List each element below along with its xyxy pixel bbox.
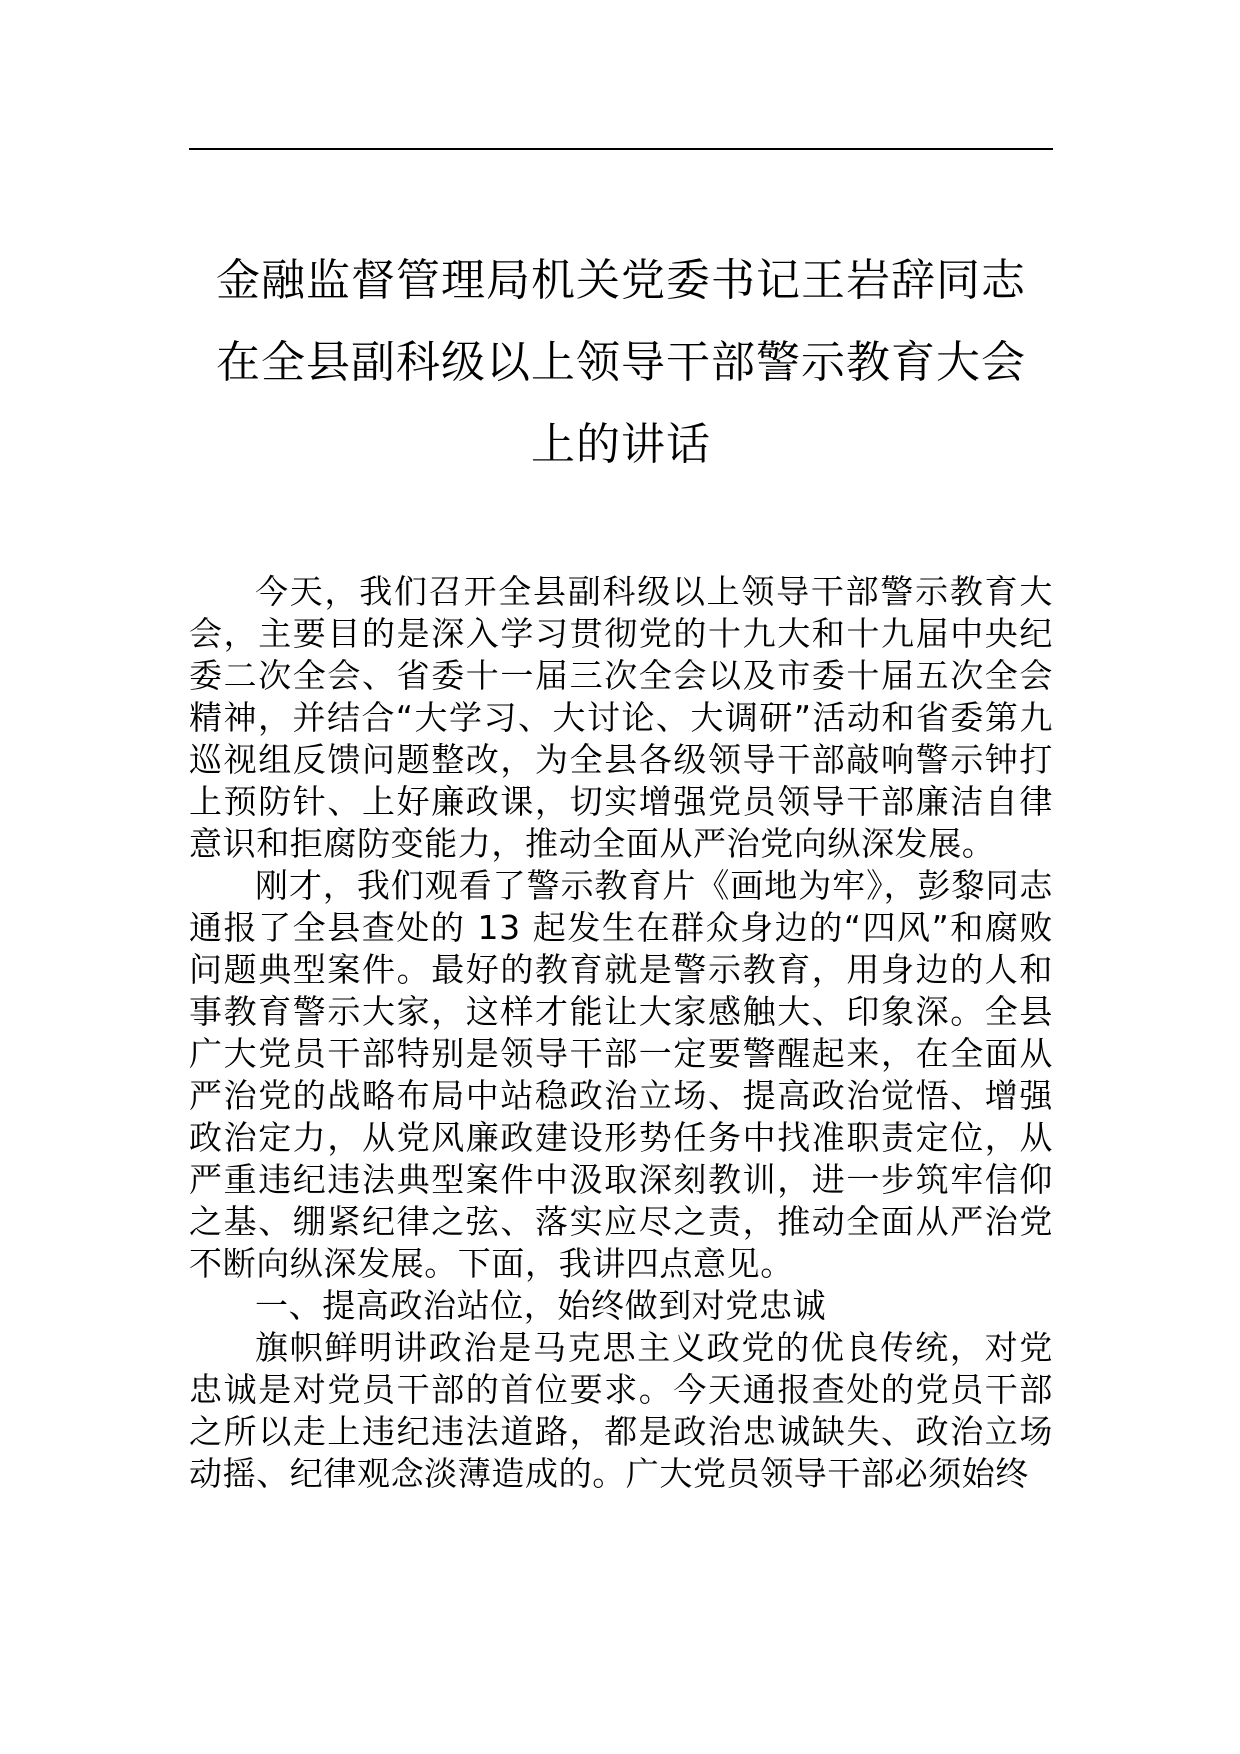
document-title [189,240,1053,486]
section-heading-1: 一、提高政治站位，始终做到对党忠诚 [255,1286,827,1325]
paragraph-section-1: 旗帜鲜明讲政治是马克思主义政党的优良传统，对党忠诚是对党员干部的首位要求。今天通报查处的党员干部之所以走上违纪违法道路，都是政治忠诚缺失、政治立场动摇、纪律观念淡薄造成的。广大党员领导干部必须始终 [189,1328,1053,1493]
title-line-3: 上的讲话 [531,419,711,470]
header-rule [189,148,1053,150]
paragraph-warning-film: 刚才，我们观看了警示教育片《画地为牢》，彭黎同志通报了全县查处的 13 起发生在群众身边的“四风”和腐败问题典型案件。最好的教育就是警示教育，用身边的人和事教育警示大家，这样才能让大家感触大、印象深。全县广大党员干部特别是领导干部一定要警醒起来，在全面从严治党的战略布局中站稳政治立场、提高政治觉悟、增强政治定力，从党风廉政建设形势任务中找准职责定位，从严重违纪违法典型案件中汲取深刻教训，进一步筑牢信仰之基、绷紧纪律之弦、落实应尽之责，推动全面从严治党不断向纵深发展。下面，我讲四点意见。 [189,866,1053,1283]
title-line-1: 金融监督管理局机关党委书记王岩辞同志 [216,255,1026,306]
paragraph-opening: 今天，我们召开全县副科级以上领导干部警示教育大会，主要目的是深入学习贯彻党的十九大和十九届中央纪委二次全会、省委十一届三次全会以及市委十届五次全会精神，并结合“大学习、大讨论、大调研”活动和省委第九巡视组反馈问题整改，为全县各级领导干部敲响警示钟打上预防针、上好廉政课，切实增强党员领导干部廉洁自律意识和拒腐防变能力，推动全面从严治党向纵深发展。 [189,572,1053,863]
title-line-2: 在全县副科级以上领导干部警示教育大会 [216,337,1026,388]
document-body [189,571,1053,1495]
